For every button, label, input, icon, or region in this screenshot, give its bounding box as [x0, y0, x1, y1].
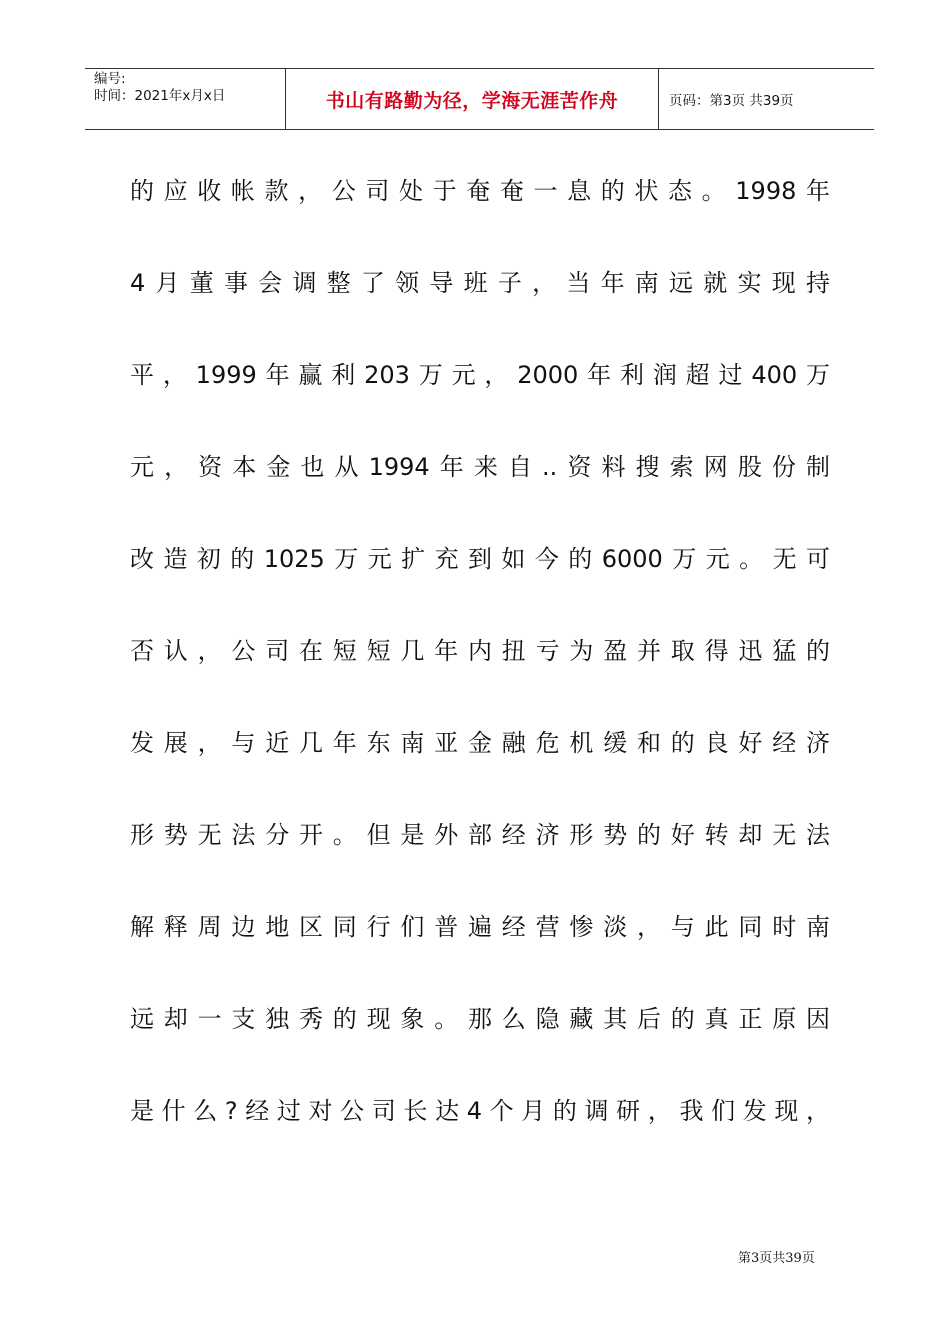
text-line: 远却一支独秀的现象。那么隐藏其后的真正原因	[130, 1005, 830, 1033]
text-line: 平，1999年赢利203万元，2000年利润超过400万	[130, 361, 830, 389]
text-line: 形势无法分开。但是外部经济形势的好转却无法	[130, 821, 830, 849]
page-header	[85, 68, 874, 130]
header-left-cell	[85, 69, 286, 129]
text-line: 改造初的1025万元扩充到如今的6000万元。无可	[130, 545, 830, 573]
text-line: 否认，公司在短短几年内扭亏为盈并取得迅猛的	[130, 637, 830, 665]
page-footer: 第3页共39页	[738, 1251, 815, 1266]
text-line: 是什么?经过对公司长达4个月的调研，我们发现，	[130, 1097, 830, 1125]
text-line: 4月董事会调整了领导班子，当年南远就实现持	[130, 269, 830, 297]
text-line: 解释周边地区同行们普遍经营惨淡，与此同时南	[130, 913, 830, 941]
text-line: 发展，与近几年东南亚金融危机缓和的良好经济	[130, 729, 830, 757]
text-line: 元，资本金也从1994年来自..资料搜索网股份制	[130, 453, 830, 481]
serial-label: 编号:	[94, 71, 126, 87]
header-page-label: 页码：第3页 共39页	[669, 93, 794, 109]
body-text	[130, 145, 830, 1157]
time-label: 时间：2021年x月x日	[94, 88, 226, 104]
text-line: 的应收帐款，公司处于奄奄一息的状态。1998年	[130, 177, 830, 205]
header-motto: 书山有路勤为径，学海无涯苦作舟	[286, 69, 659, 129]
